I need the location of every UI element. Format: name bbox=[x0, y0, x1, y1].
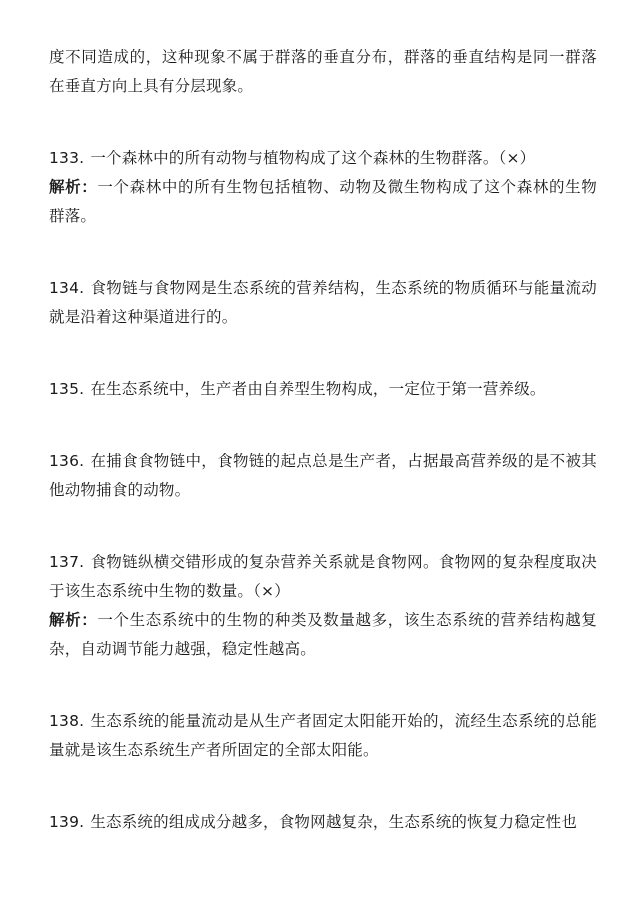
question-statement bbox=[49, 808, 597, 837]
question-item-136 bbox=[49, 447, 597, 505]
question-statement bbox=[49, 707, 597, 765]
analysis-text: 一个森林中的所有生物包括植物、动物及微生物构成了这个森林的生物群落。 bbox=[49, 178, 597, 225]
question-item-133 bbox=[49, 144, 597, 231]
analysis-paragraph bbox=[49, 606, 597, 664]
spacer bbox=[49, 231, 597, 274]
question-statement bbox=[49, 375, 597, 404]
question-number: 136. bbox=[49, 452, 85, 470]
spacer bbox=[49, 505, 597, 548]
analysis-label: 解析： bbox=[49, 611, 98, 629]
spacer bbox=[49, 664, 597, 707]
analysis-paragraph bbox=[49, 173, 597, 231]
analysis-label: 解析： bbox=[49, 178, 98, 196]
question-text: 在生态系统中，生产者由自养型生物构成，一定位于第一营养级。 bbox=[90, 380, 546, 398]
question-text: 食物链纵横交错形成的复杂营养关系就是食物网。食物网的复杂程度取决于该生态系统中生物的数量。（×） bbox=[49, 553, 597, 600]
spacer bbox=[49, 332, 597, 375]
question-statement bbox=[49, 144, 597, 173]
question-number: 135. bbox=[49, 380, 85, 398]
question-number: 138. bbox=[49, 712, 85, 730]
spacer bbox=[49, 765, 597, 808]
spacer bbox=[49, 404, 597, 447]
question-number: 134. bbox=[49, 279, 85, 297]
spacer bbox=[49, 101, 597, 144]
question-item-137 bbox=[49, 548, 597, 664]
question-text: 生态系统的组成成分越多，食物网越复杂，生态系统的恢复力稳定性也 bbox=[90, 813, 578, 831]
question-item-138 bbox=[49, 707, 597, 765]
question-statement bbox=[49, 274, 597, 332]
document-page bbox=[49, 43, 597, 837]
paragraph-text: 度不同造成的，这种现象不属于群落的垂直分布，群落的垂直结构是同一群落在垂直方向上具有分层现象。 bbox=[49, 48, 597, 95]
question-number: 133. bbox=[49, 149, 85, 167]
question-text: 食物链与食物网是生态系统的营养结构，生态系统的物质循环与能量流动就是沿着这种渠道进行的。 bbox=[49, 279, 597, 326]
question-number: 139. bbox=[49, 813, 85, 831]
question-number: 137. bbox=[49, 553, 85, 571]
question-text: 生态系统的能量流动是从生产者固定太阳能开始的，流经生态系统的总能量就是该生态系统生产者所固定的全部太阳能。 bbox=[49, 712, 597, 759]
question-text: 在捕食食物链中，食物链的起点总是生产者，占据最高营养级的是不被其他动物捕食的动物。 bbox=[49, 452, 597, 499]
question-statement bbox=[49, 548, 597, 606]
question-text: 一个森林中的所有动物与植物构成了这个森林的生物群落。（×） bbox=[90, 149, 536, 167]
question-item-135 bbox=[49, 375, 597, 404]
question-item-139 bbox=[49, 808, 597, 837]
question-item-134 bbox=[49, 274, 597, 332]
question-statement bbox=[49, 447, 597, 505]
continuation-paragraph bbox=[49, 43, 597, 101]
analysis-text: 一个生态系统中的生物的种类及数量越多，该生态系统的营养结构越复杂，自动调节能力越强，稳定性越高。 bbox=[49, 611, 597, 658]
